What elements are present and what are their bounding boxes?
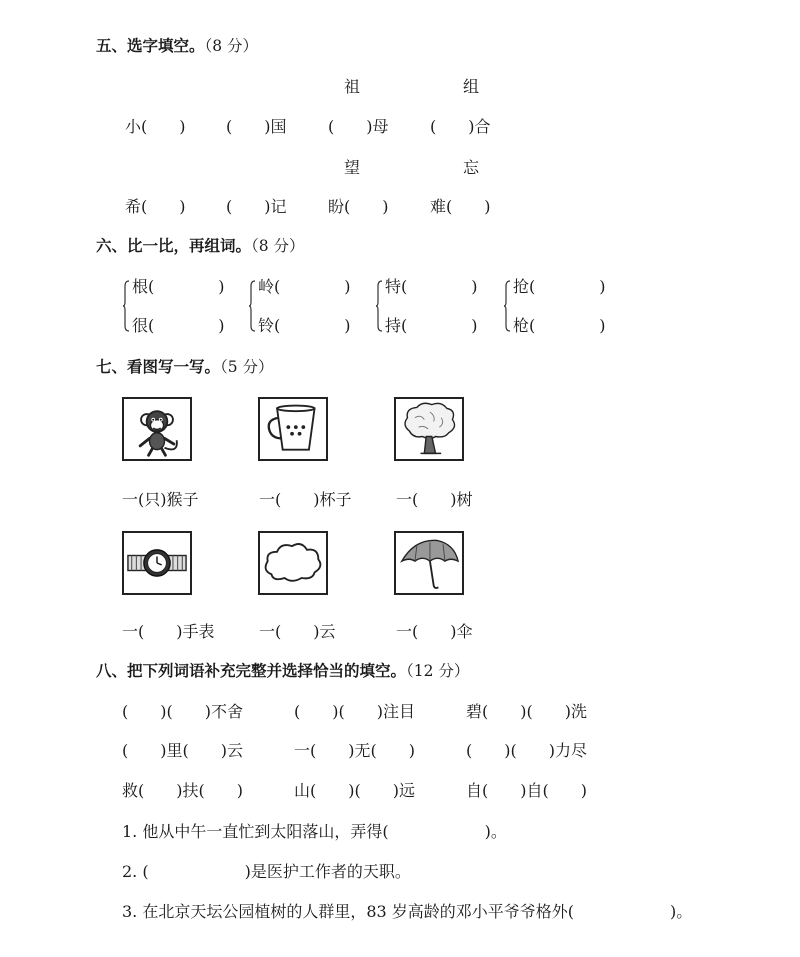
monkey-picture [122,397,192,461]
picture-word[interactable]: 一( )树 [396,490,473,509]
picture-word[interactable]: 一( )杯子 [259,490,352,509]
section8-heading [96,661,469,681]
idiom-item[interactable]: ( )( )力尽 [466,741,587,760]
tree-picture [394,397,464,461]
idiom-item[interactable]: 一( )无( ) [294,741,415,760]
compare-word[interactable]: 根( ) [132,277,225,296]
fill-sentence[interactable]: 1. 他从中午一直忙到太阳落山，弄得( )。 [122,822,507,841]
cloud-icon [260,533,326,593]
blank-item[interactable]: ( )合 [430,117,491,136]
compare-word[interactable]: 岭( ) [258,277,351,296]
section5-points: （8 分） [204,37,259,55]
idiom-item[interactable]: 山( )( )远 [294,781,415,800]
umbrella-picture [394,531,464,595]
cloud-picture [258,531,328,595]
brace-icon [504,280,511,332]
section5-heading [96,36,258,56]
picture-word[interactable]: 一( )云 [259,622,336,641]
idiom-item[interactable]: ( )( )注目 [294,702,415,721]
picture-word[interactable]: 一( )伞 [396,622,473,641]
idiom-item[interactable]: 碧( )( )洗 [466,702,587,721]
cup-picture [258,397,328,461]
section6-heading [96,236,305,256]
blank-item[interactable]: 希( ) [125,197,186,216]
umbrella-icon [396,533,462,593]
choice-char-zu-group: 组 [463,77,480,96]
fill-sentence[interactable]: 3. 在北京天坛公园植树的人群里，83 岁高龄的邓小平爷爷格外( )。 [122,902,693,921]
compare-word[interactable]: 特( ) [385,277,478,296]
monkey-icon [124,399,190,459]
compare-word[interactable]: 抢( ) [513,277,606,296]
section7-title: 七、看图写一写。 [96,358,221,376]
blank-item[interactable]: ( )记 [226,197,287,216]
idiom-item[interactable]: ( )里( )云 [122,741,243,760]
idiom-item[interactable]: 自( )自( ) [466,781,587,800]
choice-char-wang-hope: 望 [344,158,361,177]
compare-word[interactable]: 持( ) [385,316,478,335]
section8-title: 八、把下列词语补充完整并选择恰当的填空。 [96,662,407,680]
compare-word[interactable]: 很( ) [132,316,225,335]
blank-item[interactable]: ( )母 [328,117,389,136]
choice-char-wang-forget: 忘 [463,158,480,177]
watch-picture [122,531,192,595]
brace-icon [249,280,256,332]
brace-icon [376,280,383,332]
compare-word[interactable]: 铃( ) [258,316,351,335]
cup-icon [260,399,326,459]
choice-char-zu-ancestor: 祖 [344,77,361,96]
brace-icon [123,280,130,332]
blank-item[interactable]: ( )国 [226,117,287,136]
section7-points: （5 分） [220,358,274,376]
picture-word[interactable]: 一(只)猴子 [122,490,199,509]
compare-word[interactable]: 枪( ) [513,316,606,335]
section6-title: 六、比一比，再组词。 [96,237,252,255]
section6-points: （8 分） [251,237,305,255]
section5-title: 五、选字填空。 [96,37,205,55]
blank-item[interactable]: 盼( ) [328,197,389,216]
picture-word[interactable]: 一( )手表 [122,622,215,641]
idiom-item[interactable]: 救( )扶( ) [122,781,243,800]
idiom-item[interactable]: ( )( )不舍 [122,702,243,721]
watch-icon [124,533,190,593]
blank-item[interactable]: 小( ) [125,117,186,136]
tree-icon [396,399,462,459]
section7-heading [96,357,274,377]
blank-item[interactable]: 难( ) [430,197,491,216]
fill-sentence[interactable]: 2. ( )是医护工作者的天职。 [122,862,411,881]
section8-points: （12 分） [406,662,470,680]
